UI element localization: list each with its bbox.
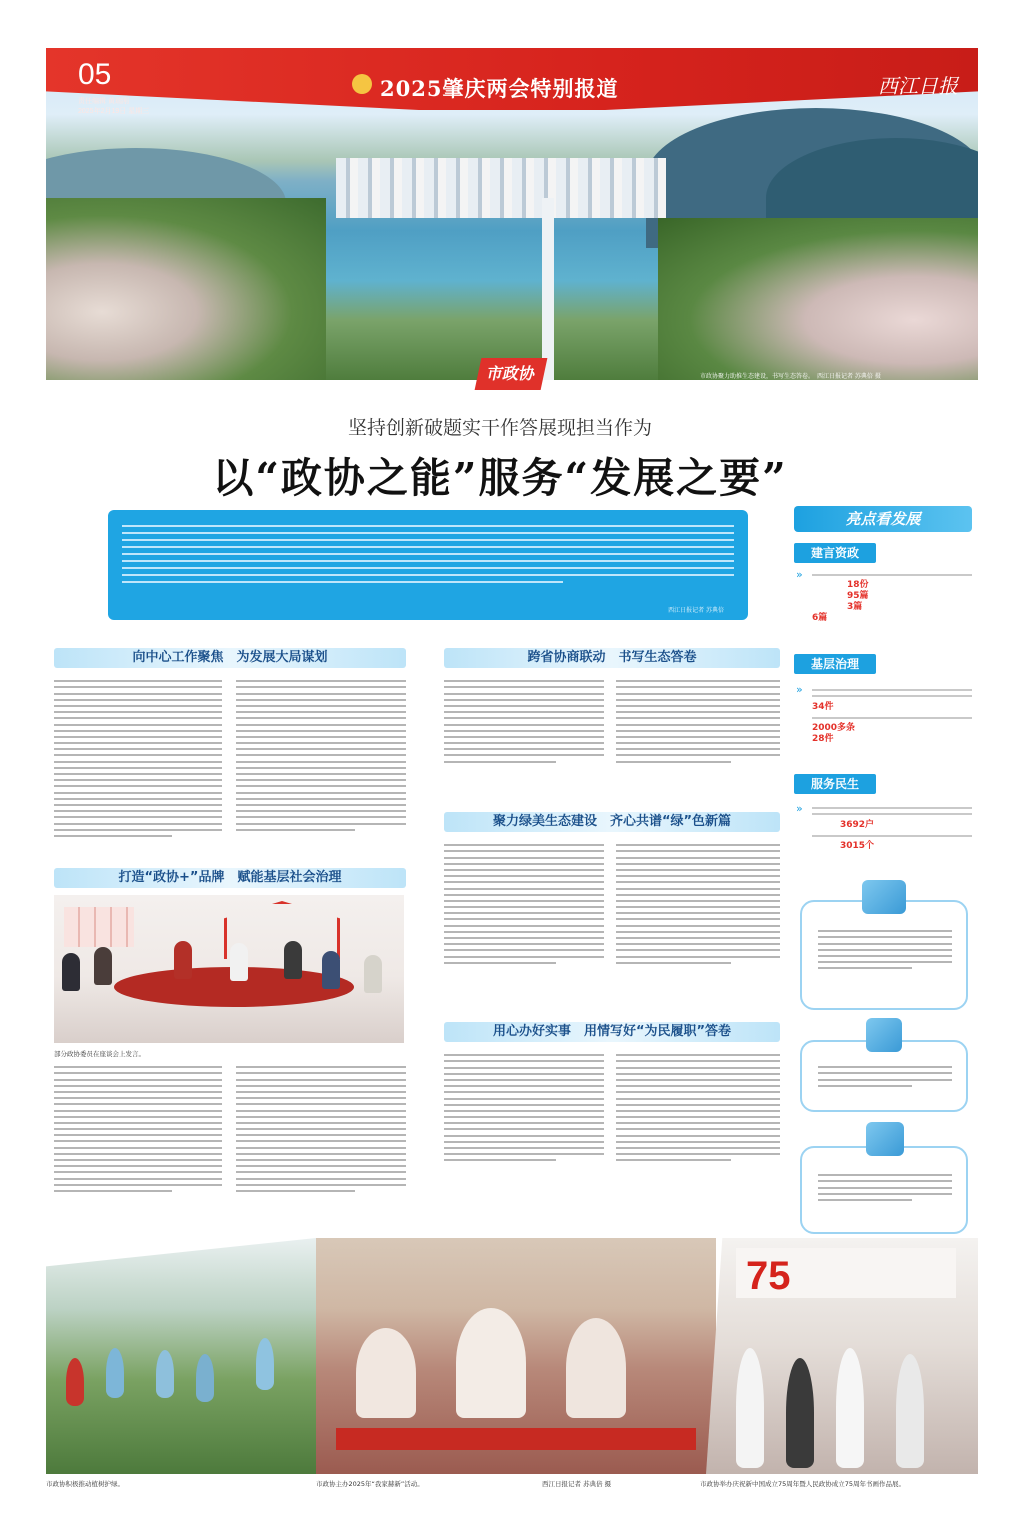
sidebar-text-jianyan	[812, 570, 972, 624]
bottom-left-caption: 市政协积极推动植树护绿。	[46, 1480, 124, 1488]
article-2-col-2	[236, 1062, 406, 1196]
page-number: 05	[78, 58, 112, 91]
article-heading-2: 打造“政协+”品牌 赋能基层社会治理	[54, 868, 406, 888]
masthead-logo: 西江日报	[878, 74, 958, 98]
sidebar-section-jianyan: 建言资政	[794, 543, 876, 563]
city-skyline	[336, 158, 666, 218]
sidebar-text-jiceng	[812, 685, 972, 745]
tree-planting-photo	[46, 1238, 316, 1474]
highlight: 95篇	[847, 591, 869, 602]
calligraphy-photo	[316, 1238, 716, 1474]
emblem-icon	[352, 74, 372, 94]
meeting-photo-caption: 部分政协委员在座谈会上发言。	[54, 1050, 145, 1058]
article-4-col-1	[444, 840, 604, 968]
article-4-col-2	[616, 840, 780, 968]
intro-box	[108, 510, 748, 620]
editor-line: 责任编辑 黄瑞刚	[78, 98, 129, 105]
red-paper	[336, 1428, 696, 1450]
intro-byline: 西江日报记者 苏典倍	[668, 607, 724, 614]
sidebar-title: 亮点看发展	[794, 506, 972, 532]
anniversary-75-sign: 75	[746, 1254, 791, 1298]
building-icon	[866, 1018, 902, 1052]
article-5-col-1	[444, 1050, 604, 1166]
article-2-col-1	[54, 1062, 222, 1196]
article-heading-3: 跨省协商联动 书写生态答卷	[444, 648, 780, 668]
highlight: 2000多条	[812, 722, 856, 733]
computer-icon	[862, 880, 906, 914]
highlight: 34件	[812, 701, 834, 712]
highlight: 28件	[812, 733, 834, 744]
arrow-icon: »	[796, 683, 803, 696]
highlight: 3692户	[840, 819, 875, 830]
article-heading-4: 聚力绿美生态建设 齐心共谱“绿”色新篇	[444, 812, 780, 832]
sidebar-section-jiceng: 基层治理	[794, 654, 876, 674]
hero-caption: 市政协聚力助推生态建设，书写生态答卷。 西江日报记者 苏典倍 摄	[700, 373, 881, 380]
meeting-photo	[54, 895, 404, 1043]
highlight: 6篇	[812, 613, 828, 624]
bottom-right-caption: 市政协举办庆祝新中国成立75周年暨人民政协成立75周年书画作品展。	[700, 1480, 906, 1488]
article-3-col-2	[616, 676, 780, 767]
headline: 以“政协之能”服务“发展之要”	[212, 454, 788, 502]
date-line: 2025年2月19日 星期三	[78, 108, 150, 115]
arrow-icon: »	[796, 568, 803, 581]
article-1-col-1	[54, 676, 222, 841]
bottom-credit: 西江日报记者 苏典倍 摄	[542, 1480, 612, 1488]
article-3-col-1	[444, 676, 604, 767]
sidebar-section-minsheng: 服务民生	[794, 774, 876, 794]
highlight: 3篇	[847, 602, 863, 613]
section-tag: 市政协	[475, 358, 548, 390]
article-1-col-2	[236, 676, 406, 835]
sidebar-text-minsheng	[812, 803, 972, 852]
riverbank-right	[658, 218, 978, 380]
highlight: 18份	[847, 580, 869, 591]
article-heading-1: 向中心工作聚焦 为发展大局谋划	[54, 648, 406, 668]
subheadline: 坚持创新破题实干作答展现担当作为	[347, 417, 652, 439]
bottom-photo-strip	[46, 1238, 978, 1474]
document-icon	[866, 1122, 904, 1156]
article-5-col-2	[616, 1050, 780, 1166]
intro-text	[122, 520, 734, 588]
highlight: 3015个	[840, 840, 875, 851]
arrow-icon: »	[796, 802, 803, 815]
special-report-title: 2025肇庆两会特别报道	[380, 76, 619, 101]
article-heading-5: 用心办好实事 用情写好“为民履职”答卷	[444, 1022, 780, 1042]
bottom-middle-caption: 市政协主办2025年“我家赫新”活动。	[316, 1480, 424, 1488]
bridge	[542, 198, 554, 380]
sidebar-card-2	[800, 1040, 968, 1112]
riverbank-left	[46, 198, 326, 380]
sidebar-card-3	[800, 1146, 968, 1234]
sidebar-card-1	[800, 900, 968, 1010]
